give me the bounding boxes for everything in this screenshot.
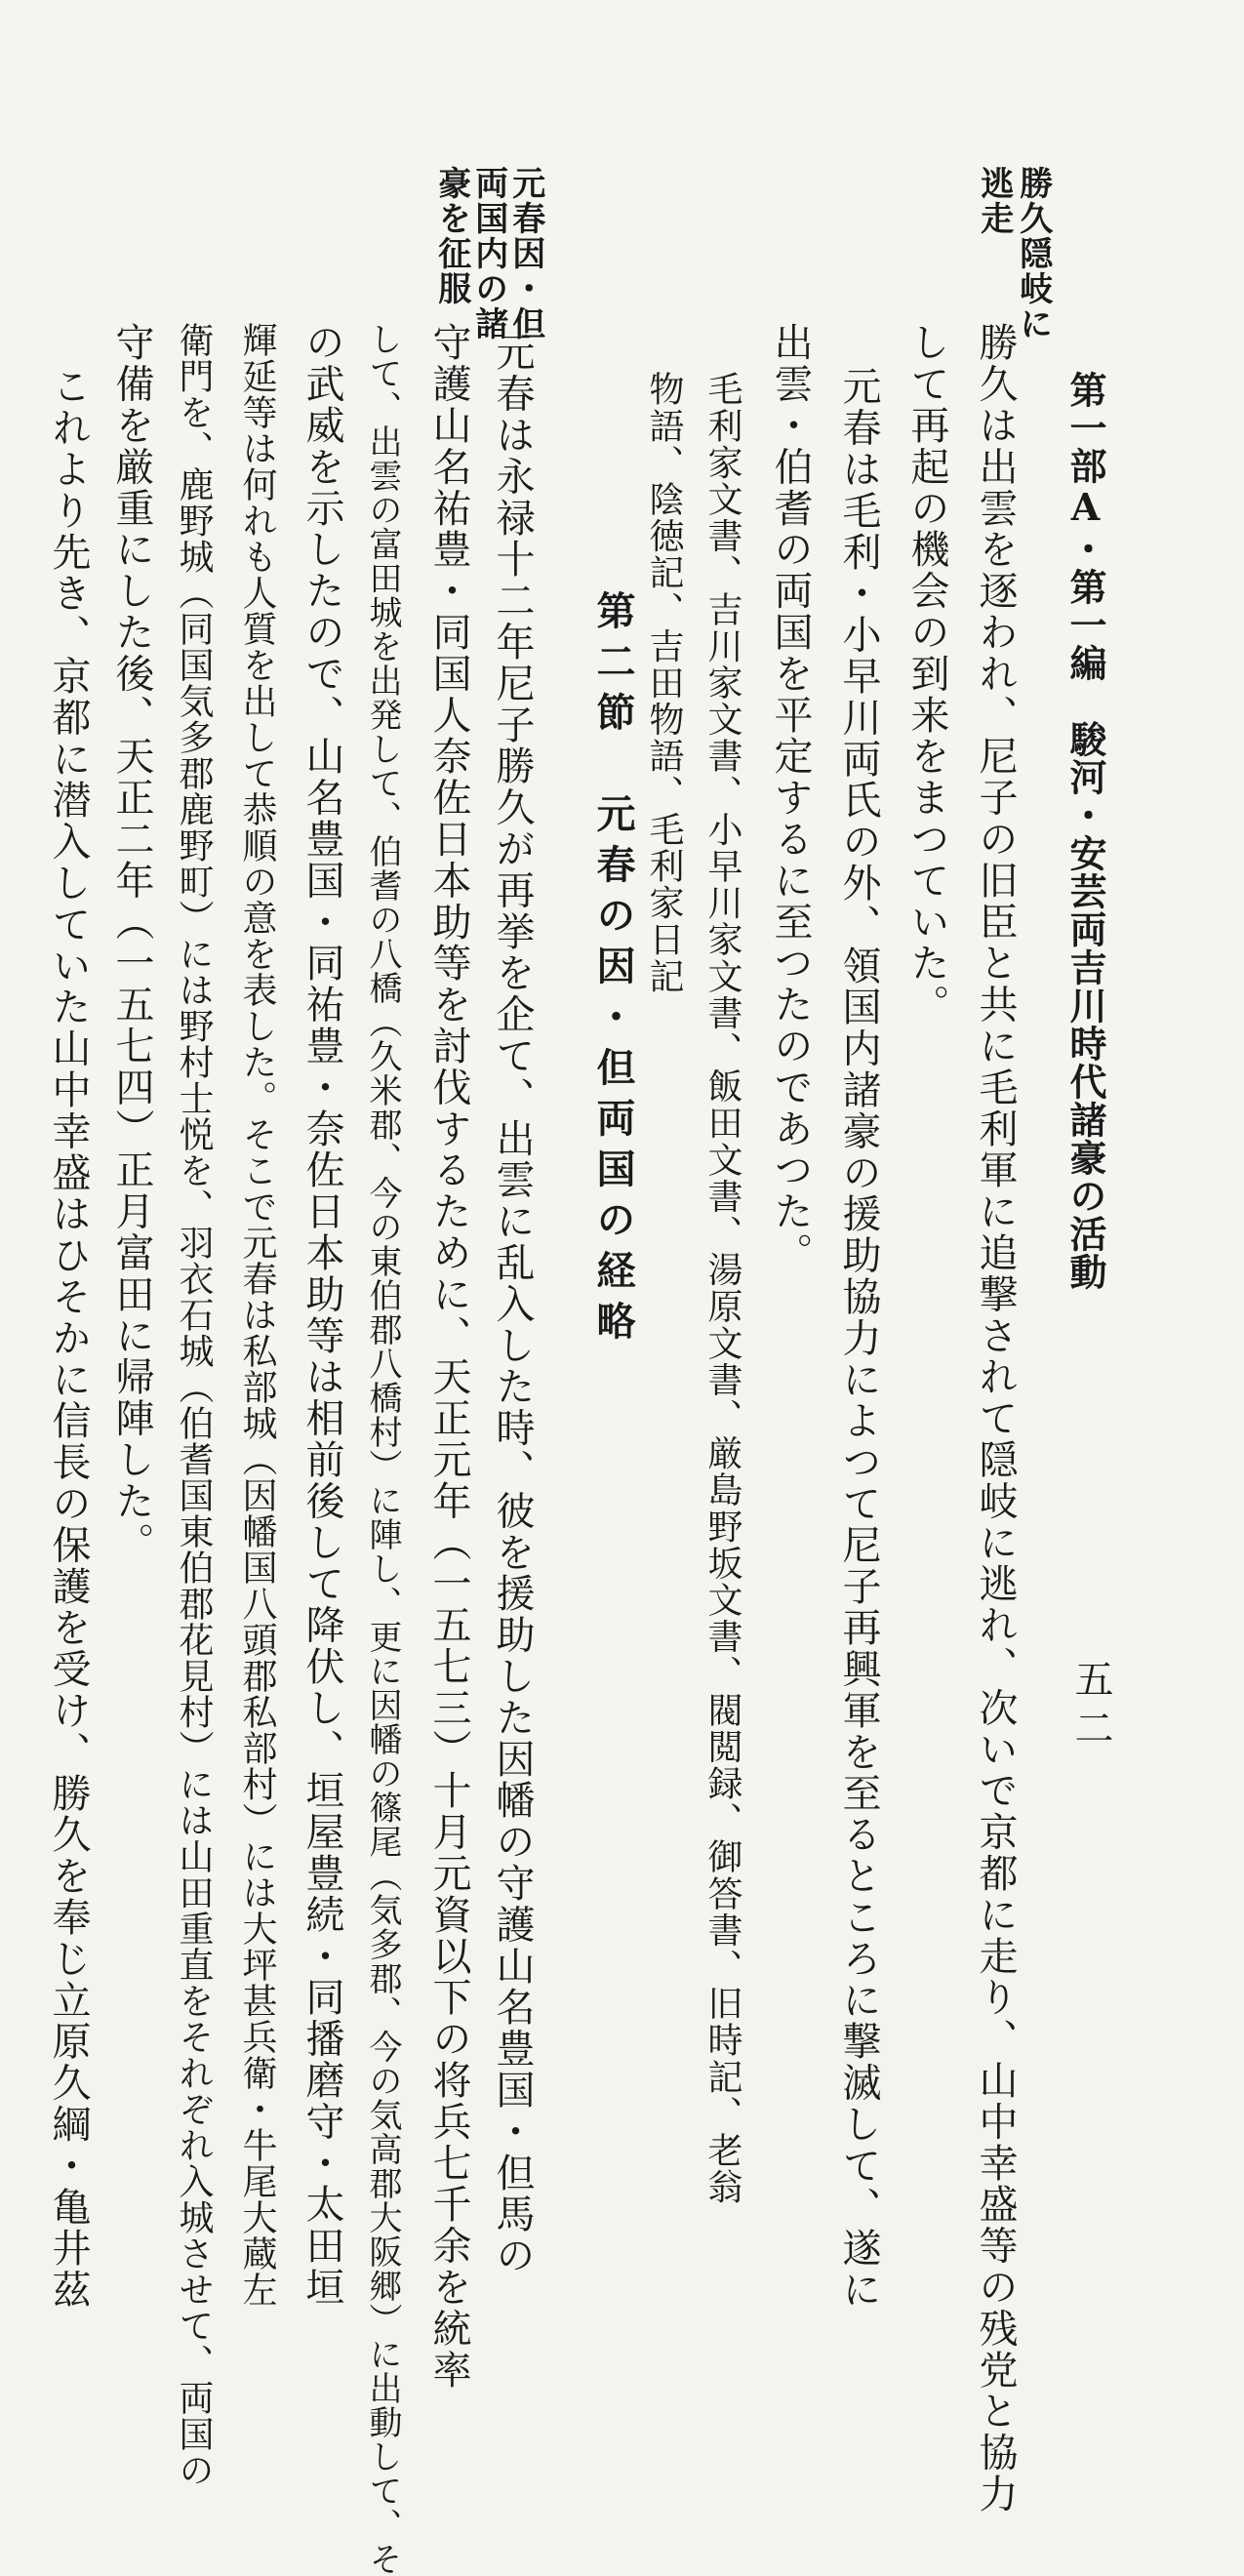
- body-line: して再起の機会の到来をまつていた。: [904, 322, 949, 1026]
- body-line: 衛門を、鹿野城（同国気多郡鹿野町）には野村士悦を、羽衣石城（伯耆国東伯郡花見村）には山田重直をそれぞれ入城させて、両国の: [174, 322, 214, 2488]
- body-line: 守護山名祐豊・同国人奈佐日本助等を討伐するために、天正元年（一五七三）十月元資以下の将兵七千余を統率: [426, 322, 471, 2391]
- source-list-line: 物語、陰徳記、吉田物語、毛利家日記: [644, 371, 684, 995]
- body-line: 輝延等は何れも人質を出して恭順の意を表した。そこで元春は私部城（因幡国八頭郡私部村）には大坪甚兵衛・牛尾大蔵左: [237, 322, 277, 2308]
- source-list-line: 毛利家文書、吉川家文書、小早川家文書、飯田文書、湯原文書、厳島野坂文書、閥閲録、御答書、旧時記、老翁: [702, 371, 742, 2205]
- margin-note-line: 豪を征服: [431, 166, 471, 306]
- page-number: 五二: [1068, 1659, 1113, 1756]
- body-line: これより先き、京都に潜入していた山中幸盛はひそかに信長の保護を受け、勝久を奉じ立原久綱・亀井茲: [46, 366, 91, 2311]
- margin-note-line: 元春因・但: [505, 166, 545, 342]
- running-header: 第一部A・第一編 駿河・安芸両吉川時代諸豪の活動: [1063, 371, 1107, 1291]
- body-line: 守備を厳重にした後、天正二年（一五七四）正月富田に帰陣した。: [109, 322, 154, 1563]
- body-line: 出雲・伯耆の両国を平定するに至つたのであつた。: [768, 322, 813, 1274]
- body-line: 勝久は出雲を逐われ、尼子の旧臣と共に毛利軍に追撃されて隠岐に逃れ、次いで京都に走り、山中幸盛等の残党と協力: [973, 322, 1018, 2516]
- body-line: して、出雲の富田城を出発して、伯耆の八橋（久米郡、今の東伯郡八橋村）に陣し、更に因幡の篠尾（気多郡、今の気高郡大阪郷）に出動して、そ: [363, 322, 402, 2576]
- body-line: 元春は永禄十二年尼子勝久が再挙を企て、出雲に乱入した時、彼を援助した因幡の守護山名豊国・但馬の: [490, 332, 535, 2276]
- body-line: 元春は毛利・小早川両氏の外、領国内諸豪の援助協力によつて尼子再興軍を至るところに撃滅して、遂に: [836, 366, 881, 2311]
- margin-note-line: 勝久隠岐に: [1013, 166, 1053, 342]
- margin-note-line: 両国内の諸: [468, 166, 508, 342]
- section-heading: 第二節 元春の因・但両国の経略: [590, 590, 636, 1351]
- margin-note-line: 逃走: [974, 166, 1014, 236]
- body-line: の武威を示したので、山名豊国・同祐豊・奈佐日本助等は相前後して降伏し、垣屋豊続・同播磨守・太田垣: [300, 322, 344, 2309]
